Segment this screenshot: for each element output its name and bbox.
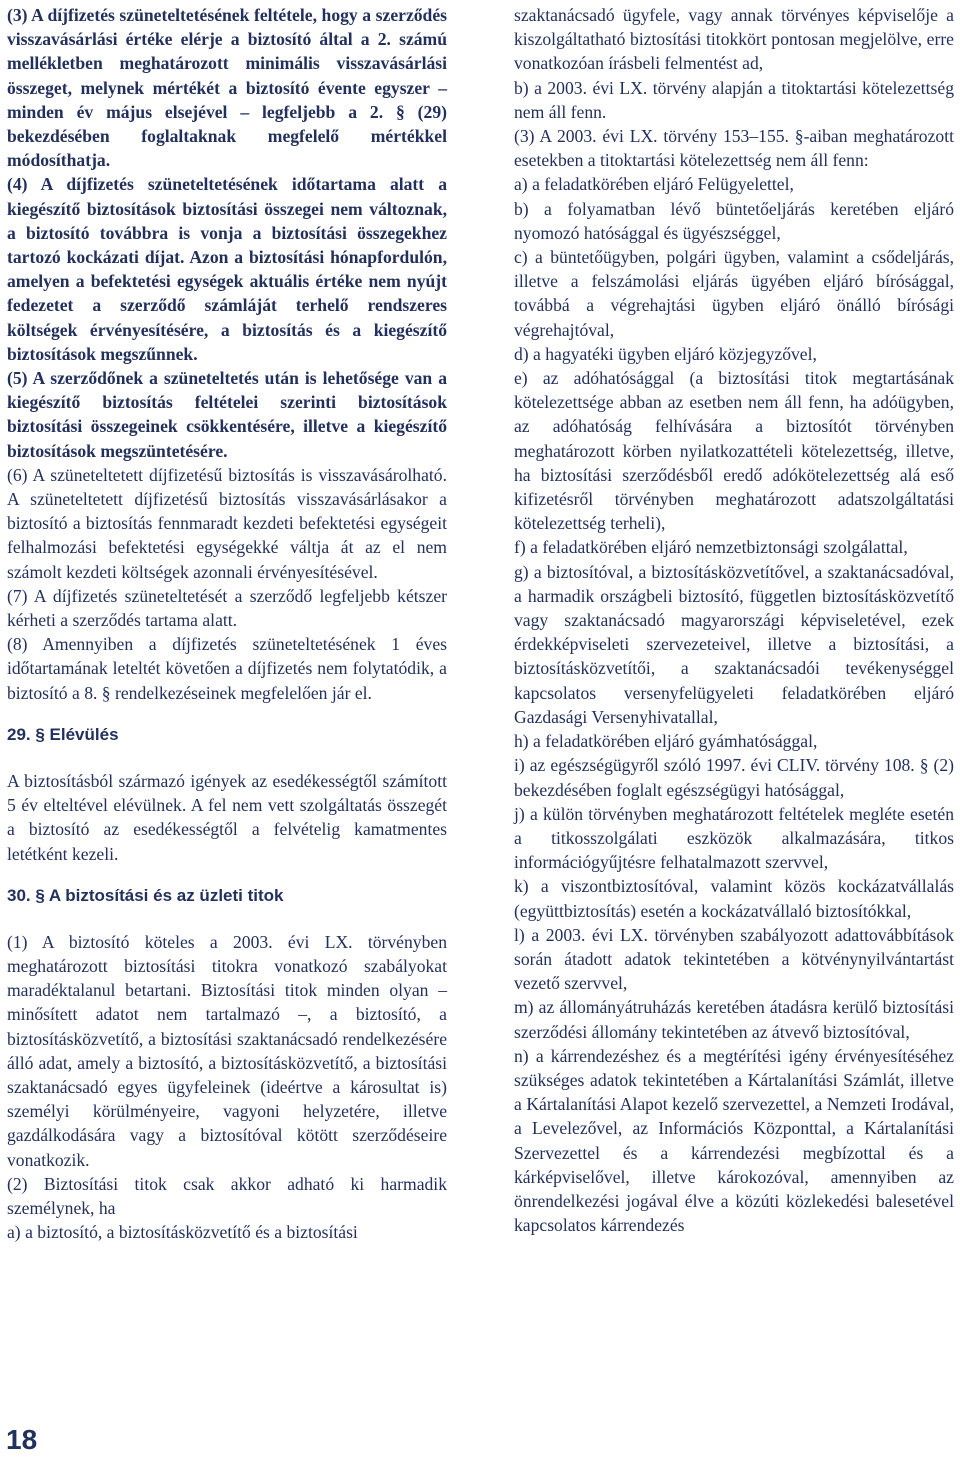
section-29-heading: 29. § Elévülés <box>7 724 119 744</box>
list-item: e) az adóhatósággal (a biztosítási titok megtartásának kötelezettsége abban az esetben nem áll fenn, ha adóügyben, az adóhatóság felhívására a biztosítót törvényben meghatározott körben nyilatkozattételi kötelezettség, illetve, ha biztosítási szerződésből eredő adókötelezettség alá eső kifizetésről törvényben meghatározott adatszolgáltatási kötelezettség terheli), <box>514 368 954 534</box>
paragraph-5: (5) A szerződőnek a szüneteltetés után is lehetősége van a kiegészítő biztosítás feltételei szerinti biztosítások biztosítási összegeinek csökkentésére, illetve a kiegészítő biztosítások megszüntetésére. <box>7 368 447 461</box>
list-item: b) a folyamatban lévő büntetőeljárás keretében eljáró nyomozó hatósággal és ügyészséggel, <box>514 198 954 243</box>
spacer <box>7 908 447 930</box>
list-item: n) a kárrendezéshez és a megtérítési igény érvényesítéséhez szükséges adatok tekintetében a Kártalanítási Számlát, illetve a Kártalanítási Alapot kezelő szervezettel, a Nemzeti Irodával, a Levelezővel, az Információs Központtal, a Kártalanítási Szervezettel és a kárrendezési megbízottal és a kárképviselővel, illetve károkozóval, amennyiben az önrendelkezési jogával élve a közúti közlekedési balesetével kapcsolatos kárrendezés <box>514 1045 954 1236</box>
list-item: c) a büntetőügyben, polgári ügyben, valamint a csődeljárás, illetve a felszámolási eljárás ügyében eljáró bírósággal, továbbá a végrehajtási ügyben eljáró önálló bírósági végrehajtóval, <box>514 247 954 340</box>
spacer <box>7 747 447 769</box>
list-item: a) a feladatkörében eljáró Felügyelettel, <box>514 174 794 195</box>
section-30-heading: 30. § A biztosítási és az üzleti titok <box>7 885 284 905</box>
right-column <box>514 3 954 1237</box>
list-item: j) a külön törvényben meghatározott feltételek megléte esetén a titkosszolgálati eszközök alkalmazására, titkos információgyűjtésre felhatalmazott szervvel, <box>514 803 954 873</box>
paragraph-7: (7) A díjfizetés szüneteltetését a szerződő legfeljebb kétszer kérheti a szerződés tartama alatt. <box>7 585 447 631</box>
section-30-paragraph-2: (2) Biztosítási titok csak akkor adható ki harmadik személynek, ha <box>7 1173 447 1218</box>
spacer <box>7 705 447 723</box>
paragraph-6: (6) A szüneteltetett díjfizetésű biztosítás is visszavásárolható. A szüneteltetett díjfizetésű biztosítás visszavásárlásakor a biztosító a biztosítás fennmaradt kezdeti befektetési egységeit felhalmozási befektetési egységekké váltja át az el nem számolt kezdeti költségek azonnali érvényesítésével. <box>7 464 447 582</box>
paragraph-8: (8) Amennyiben a díjfizetés szüneteltetésének 1 éves időtartamának leteltét követően a díjfizetés nem folytatódik, a biztosító a 8. § rendelkezéseinek megfelelően jár el. <box>7 634 447 703</box>
continuation-paragraph: szaktanácsadó ügyfele, vagy annak törvényes képviselője a kiszolgáltatható biztosítási titokkört pontosan megjelölve, erre vonatkozóan írásbeli felmentést ad, <box>514 5 954 74</box>
list-item: f) a feladatkörében eljáró nemzetbiztonsági szolgálattal, <box>514 537 908 558</box>
list-item: i) az egészségügyről szóló 1997. évi CLIV. törvény 108. § (2) bekezdésében foglalt egészségügyi hatósággal, <box>514 755 954 800</box>
section-30-paragraph-1: (1) A biztosító köteles a 2003. évi LX. törvényben meghatározott biztosítási titokra vonatkozó szabályokat maradéktalanul betartani. Biztosítási titok minden olyan – minősített adatot nem tartalmazó –, a biztosító, a biztosításközvetítő, a biztosítási szaktanácsadó rendelkezésére álló adat, amely a biztosító, a biztosításközvetítő, a biztosítási szaktanácsadó egyes ügyfeleinek (ideértve a károsultat is) személyi körülményeire, vagyoni helyzetére, illetve gazdálkodására vagy a biztosítóval kötött szerződéseire vonatkozik. <box>7 931 447 1170</box>
list-item: g) a biztosítóval, a biztosításközvetítővel, a szaktanácsadóval, a harmadik országbeli biztosító, független biztosításközvetítő vagy szaktanácsadó magyarországi képviseletével, ezek érdekképviseleti szervezeteivel, illetve a biztosítási, a biztosításközvetítői, a szaktanácsadói tevékenységgel kapcsolatos versenyfelügyeleti feladatkörében eljáró Gazdasági Versenyhivatallal, <box>514 561 954 727</box>
list-item: m) az állományátruházás keretében átadásra kerülő biztosítási szerződési állomány tekintetében az átvevő biztosítóval, <box>514 997 954 1042</box>
paragraph-3-right: (3) A 2003. évi LX. törvény 153–155. §-aiban meghatározott esetekben a titoktartási kötelezettség nem áll fenn: <box>514 126 954 171</box>
left-column <box>7 3 447 1244</box>
list-item: l) a 2003. évi LX. törvényben szabályozott adattovábbítások során átadott adatok tekintetében a kötvénynyilvántartást vezető szervvel, <box>514 924 954 994</box>
list-item: d) a hagyatéki ügyben eljáró közjegyzővel, <box>514 343 817 364</box>
section-30-item-a: a) a biztosító, a biztosításközvetítő és a biztosítási <box>7 1222 358 1243</box>
list-item: k) a viszontbiztosítóval, valamint közös kockázatvállalás (együttbiztosítás) esetén a kockázatvállaló biztosítókkal, <box>514 876 954 921</box>
page-number: 18 <box>6 1424 38 1455</box>
section-29-paragraph: A biztosításból származó igények az esedékességtől számított 5 év elteltével elévülnek. A fel nem vett szolgáltatás összegét a biztosító az esedékességtől a felvételig kamatmentes letétként kezeli. <box>7 770 447 864</box>
paragraph-3: (3) A díjfizetés szüneteltetésének feltétele, hogy a szerződés visszavásárlási értéke elérje a biztosító által a 2. számú mellékletben meghatározott minimális visszavásárlási összeget, melynek mértékét a biztosító évente egyszer – minden év május elsejével – legfeljebb a 2. § (29) bekezdésében foglaltaknak megfelelő mértékkel módosíthatja. <box>7 5 447 171</box>
list-item: h) a feladatkörében eljáró gyámhatósággal, <box>514 731 818 752</box>
paragraph-4: (4) A díjfizetés szüneteltetésének időtartama alatt a kiegészítő biztosítások biztosítási összegei nem változnak, a biztosító továbbra is vonja a biztosítási összegekhez tartozó kockázati díjat. Azon a biztosítási hónapfordulón, amelyen a befektetési egységek aktuális értéke nem nyújt fedezetet a szerződő számláját terhelő rendszeres költségek érvényesítésére, a biztosítás és a kiegészítő biztosítások megszűnnek. <box>7 174 447 364</box>
item-b: b) a 2003. évi LX. törvény alapján a titoktartási kötelezettség nem áll fenn. <box>514 77 954 122</box>
spacer <box>7 866 447 884</box>
